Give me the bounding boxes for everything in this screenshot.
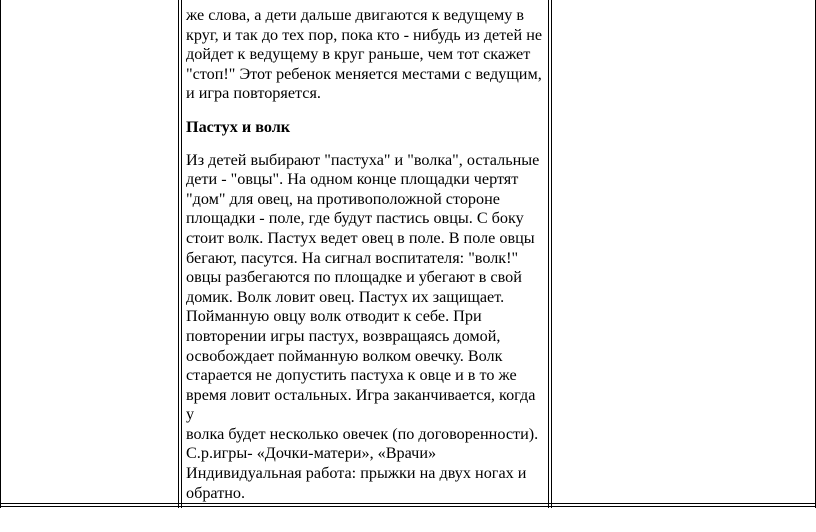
- paragraph-continued: же слова, а дети дальше двигаются к ведущему в круг, и так до тех пор, пока кто - нибудь из детей не дойдет к ведущему в круг раньше, чем тот скажет "стоп!" Этот ребенок меняется местами с ведущим, и игра повторяется.: [186, 6, 543, 103]
- individual-work-line: Индивидуальная работа: прыжки на двух ногах и обратно.: [186, 464, 527, 502]
- table-bottom-border: [0, 506, 816, 507]
- column-divider-2: [548, 0, 549, 508]
- column-divider-2b: [551, 0, 552, 508]
- section-heading: Пастух и волк: [186, 117, 291, 136]
- paragraph-game-description: Из детей выбирают "пастуха" и "волка", остальные дети - "овцы". На одном конце площадки чертят "дом" для овец, на противоположной стороне площадки - поле, где будут пастись овцы. С боку стоит волк. Пастух ведет овец в поле. В поле овцы бегают, пасутся. На сигнал воспитателя: "волк!" овцы разбегаются по площадке и убегают в свой домик. Волк ловит овец. Пастух их защищает. Пойманную овцу волк отводит к себе. При повторении игры пастух, возвращаясь домой, освобождает пойманную волком овечку. Волк старается не допустить пастуха к овце и в то же время ловит остальных. Игра заканчивается, когда у волка будет несколько овечек (по договоренности).: [186, 150, 540, 443]
- column-divider-1b: [181, 0, 182, 508]
- column-divider-1: [178, 0, 179, 508]
- column-divider-left-outer: [0, 0, 1, 508]
- role-play-games-line: С.р.игры- «Дочки-матери», «Врачи»: [186, 444, 437, 463]
- table-cell-content: [186, 6, 546, 503]
